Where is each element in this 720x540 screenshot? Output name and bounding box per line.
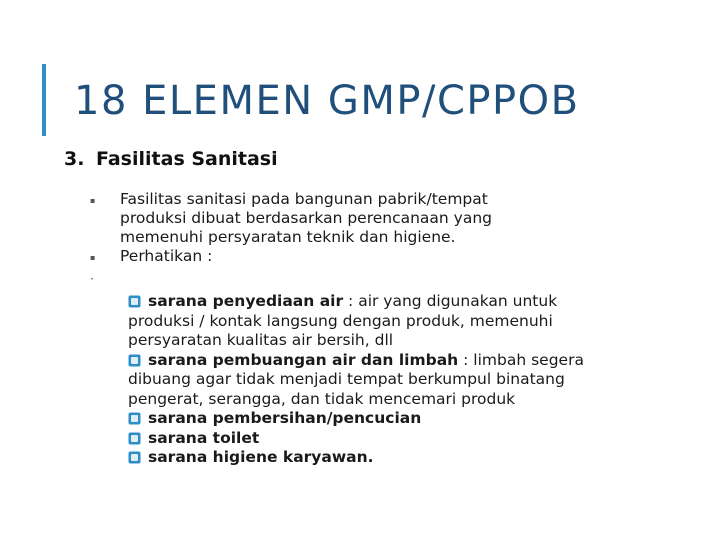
sub-item-title: sarana pembuangan air dan limbah bbox=[148, 350, 459, 369]
sub-item-cont: produksi / kontak langsung dengan produk, memenuhi persyaratan kualitas air bersih, dll bbox=[128, 311, 553, 349]
sub-item-title: sarana higiene karyawan. bbox=[148, 448, 374, 466]
bullet-text: Fasilitas sanitasi pada bangunan pabrik/tempat produksi dibuat berdasarkan perencanaan yang memenuhi persyaratan teknik dan higiene. bbox=[120, 190, 493, 246]
title-accent-bar bbox=[42, 64, 46, 136]
sub-item-cont: dibuang agar tidak menjadi tempat berkumpul binatang pengerat, serangga, dan tidak mencemari produk bbox=[128, 370, 565, 408]
sub-item bbox=[126, 409, 606, 429]
sub-item bbox=[126, 351, 606, 410]
sub-item-desc: : air yang digunakan untuk bbox=[343, 292, 558, 310]
bullet-item bbox=[90, 190, 530, 247]
bullet-text: Perhatikan : bbox=[120, 247, 213, 265]
section-number: 3. bbox=[64, 148, 85, 170]
checkbox-icon bbox=[128, 451, 141, 464]
sub-item-title: sarana penyediaan air bbox=[148, 292, 344, 310]
section-heading bbox=[64, 148, 278, 170]
section-label: Fasilitas Sanitasi bbox=[96, 148, 278, 170]
checkbox-icon bbox=[128, 432, 141, 445]
checkbox-icon bbox=[128, 295, 141, 308]
sub-item-desc: : limbah segera bbox=[458, 350, 584, 369]
bullet-item-empty bbox=[90, 266, 530, 288]
checkbox-icon bbox=[128, 354, 141, 367]
bullet-icon: ▪ bbox=[90, 196, 96, 205]
sub-item bbox=[126, 429, 606, 449]
bullet-list bbox=[90, 190, 530, 288]
sub-item-title: sarana pembersihan/pencucian bbox=[148, 409, 422, 427]
bullet-icon: · bbox=[90, 272, 94, 286]
slide-title: 18 ELEMEN GMP/CPPOB bbox=[74, 78, 580, 124]
bullet-item bbox=[90, 247, 530, 266]
sub-item-list bbox=[126, 292, 606, 468]
checkbox-icon bbox=[128, 412, 141, 425]
sub-item bbox=[126, 292, 606, 351]
sub-item bbox=[126, 448, 606, 468]
bullet-icon: ▪ bbox=[90, 253, 96, 262]
sub-item-title: sarana toilet bbox=[148, 428, 260, 447]
